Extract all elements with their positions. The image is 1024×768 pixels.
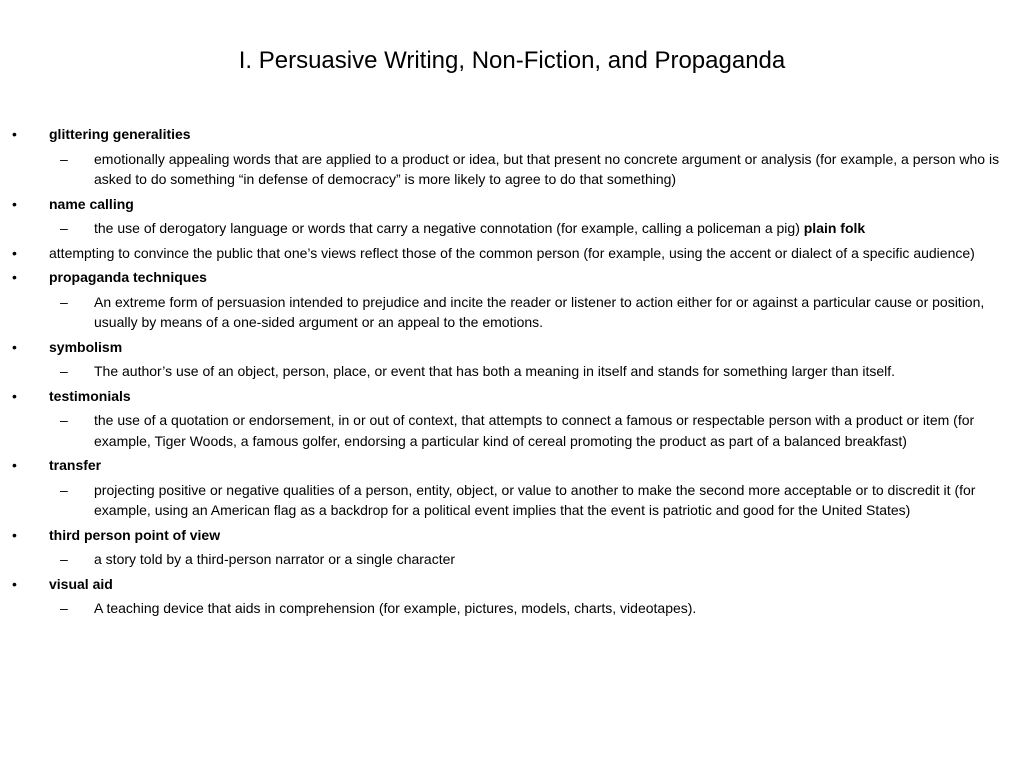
dash-icon: – — [60, 481, 68, 498]
definition-text: An extreme form of persuasion intended to prejudice and incite the reader or listener to action either for or against a particular cause or position, usually by means of a one-sided argument or an appeal to the emotions. — [94, 293, 985, 330]
definition-text: emotionally appealing words that are applied to a product or idea, but that present no concrete argument or analysis (for example, a person who is asked to do something “in defense of democracy” is more likely to agree to do that something) — [94, 150, 1000, 187]
bullet-item — [12, 525, 1012, 546]
bullet-item — [12, 243, 1012, 264]
bullet-item — [12, 124, 1012, 145]
definition-text: A teaching device that aids in comprehension (for example, pictures, models, charts, videotapes). — [94, 600, 697, 616]
term-label: name calling — [49, 195, 134, 212]
dash-icon: – — [60, 363, 68, 379]
bullet-item — [12, 386, 1012, 407]
slide-title: I. Persuasive Writing, Non-Fiction, and Propaganda — [238, 47, 786, 74]
bullet-text: attempting to convince the public that one’s views reflect those of the common person (for example, using the accent or dialect of a specific audience) — [49, 244, 975, 261]
bullet-icon: • — [12, 575, 17, 592]
definition-text: the use of derogatory language or words that carry a negative connotation (for example, calling a policeman a pig) — [94, 220, 800, 236]
term-label: propaganda techniques — [49, 269, 207, 285]
bullet-icon: • — [12, 195, 17, 212]
bullet-item — [12, 574, 1012, 595]
dash-icon: – — [60, 412, 68, 428]
dash-icon: – — [60, 150, 68, 167]
definition-item — [12, 149, 1012, 190]
definition-text: The author’s use of an object, person, place, or event that has both a meaning in itself and stands for something larger than itself. — [94, 363, 896, 379]
term-label: visual aid — [49, 575, 113, 592]
definition-item — [12, 549, 1012, 570]
definition-item — [12, 361, 1012, 382]
bullet-icon: • — [12, 387, 17, 404]
dash-icon: – — [60, 220, 68, 236]
definition-text: projecting positive or negative qualities of a person, entity, object, or value to another to make the second more acceptable or to discredit it (for example, using an American flag as a backdrop for a political event implies that the event is patriotic and good for the United States) — [94, 481, 976, 518]
bullet-icon: • — [12, 244, 17, 261]
definition-item — [12, 480, 1012, 521]
definition-item — [12, 292, 1012, 333]
term-label: transfer — [49, 457, 102, 473]
dash-icon: – — [60, 293, 68, 310]
bullet-item — [12, 455, 1012, 476]
term-label: glittering generalities — [49, 126, 191, 142]
term-label: symbolism — [49, 338, 123, 355]
dash-icon: – — [60, 551, 68, 567]
term-label: third person point of view — [49, 526, 221, 543]
bullet-icon: • — [12, 269, 17, 285]
bullet-item — [12, 194, 1012, 215]
bullet-icon: • — [12, 457, 17, 473]
definition-text: the use of a quotation or endorsement, in or out of context, that attempts to connect a famous or respectable person with a product or item (for example, Tiger Woods, a famous golfer, endorsing a particular kind of cereal promoting the product as part of a balanced breakfast) — [94, 412, 975, 449]
bullet-icon: • — [12, 526, 17, 543]
definition-item — [12, 598, 1012, 619]
bullet-icon: • — [12, 338, 17, 355]
bullet-icon: • — [12, 126, 17, 142]
bullet-item — [12, 267, 1012, 288]
definition-text: a story told by a third-person narrator or a single character — [94, 551, 456, 567]
trailing-term-label: plain folk — [803, 220, 866, 236]
definition-item — [12, 410, 1012, 451]
bullet-item — [12, 337, 1012, 358]
slide-body — [12, 124, 1012, 623]
dash-icon: – — [60, 600, 68, 616]
definition-item — [12, 218, 1012, 239]
term-label: testimonials — [49, 387, 131, 404]
